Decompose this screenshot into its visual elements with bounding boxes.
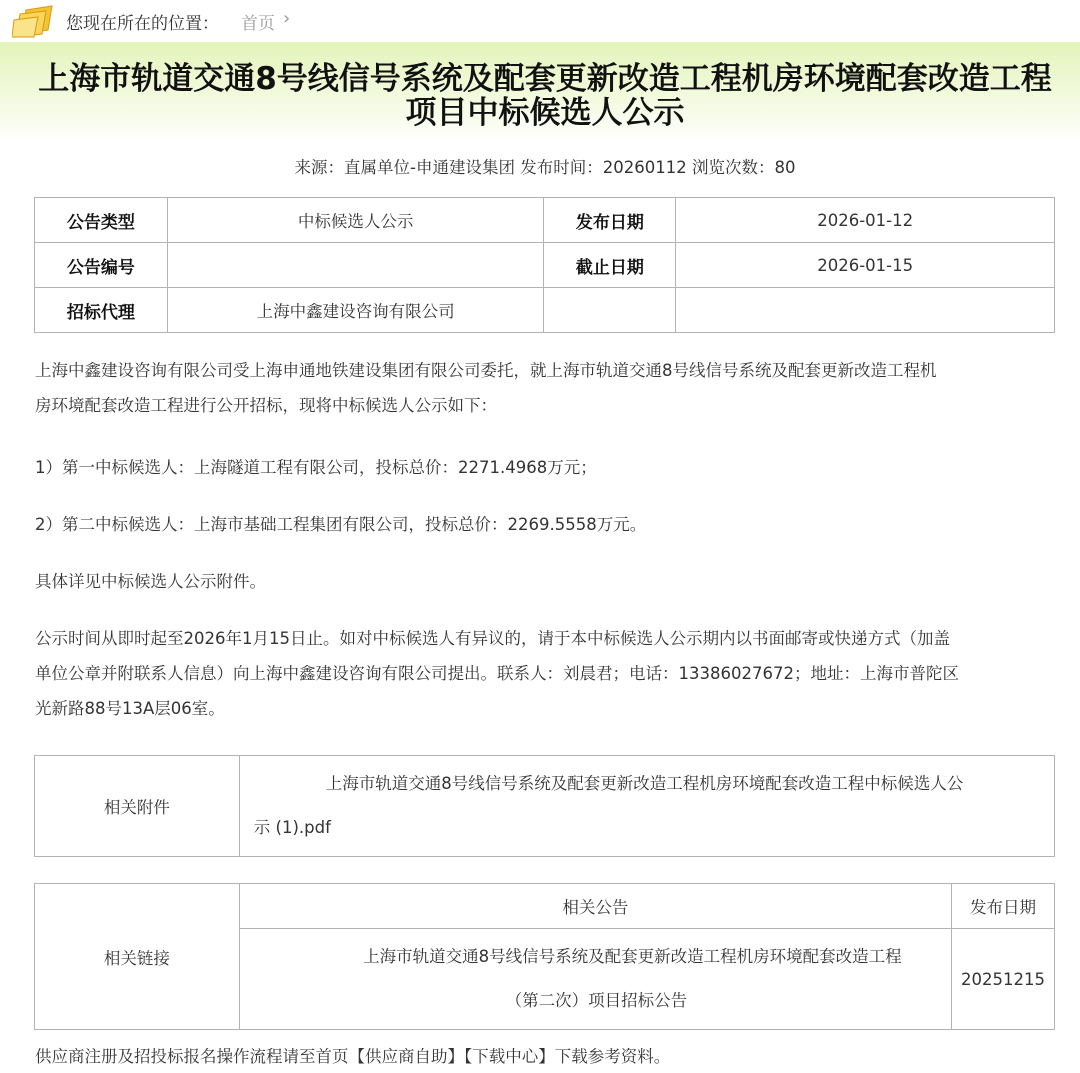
attachment-file-line[interactable]: 示 (1).pdf bbox=[253, 818, 331, 837]
see-attachment-note: 具体详见中标候选人公示附件。 bbox=[35, 572, 266, 591]
number-value bbox=[167, 243, 544, 288]
related-notice-link[interactable] bbox=[239, 929, 951, 1030]
notice-paragraph bbox=[35, 621, 1055, 726]
deadline-value: 2026-01-15 bbox=[676, 243, 1055, 288]
table-row bbox=[35, 243, 1055, 288]
table-row bbox=[35, 756, 1055, 857]
breadcrumb bbox=[0, 0, 1080, 42]
chevron-right-icon: › bbox=[283, 8, 291, 29]
col-header-notice: 相关公告 bbox=[239, 884, 951, 929]
related-notice-line[interactable]: （第二次）项目招标公告 bbox=[505, 991, 688, 1010]
intro-line: 上海中鑫建设咨询有限公司受上海申通地铁建设集团有限公司委托，就上海市轨道交通8号线信号系统及配套更新改造工程机 bbox=[35, 361, 937, 380]
type-label: 公告类型 bbox=[35, 198, 168, 243]
pub-date-label: 发布日期 bbox=[544, 198, 676, 243]
candidate-2: 2）第二中标候选人：上海市基础工程集团有限公司，投标总价：2269.5558万元。 bbox=[35, 515, 647, 534]
col-header-date: 发布日期 bbox=[952, 884, 1055, 929]
empty-cell bbox=[676, 288, 1055, 333]
notice-line: 单位公章并附联系人信息）向上海中鑫建设咨询有限公司提出。联系人：刘晨君；电话：13386027672；地址：上海市普陀区 bbox=[35, 664, 959, 683]
deadline-label: 截止日期 bbox=[544, 243, 676, 288]
table-row bbox=[35, 884, 1055, 929]
attachments-label: 相关附件 bbox=[35, 756, 240, 857]
links-label: 相关链接 bbox=[35, 884, 240, 1030]
type-value: 中标候选人公示 bbox=[167, 198, 544, 243]
agent-label: 招标代理 bbox=[35, 288, 168, 333]
table-row bbox=[35, 288, 1055, 333]
notice-line: 光新路88号13A层06室。 bbox=[35, 699, 225, 718]
page-title bbox=[20, 62, 1070, 130]
number-label: 公告编号 bbox=[35, 243, 168, 288]
footer-note: 供应商注册及招投标报名操作流程请至首页【供应商自助】【下载中心】下载参考资料。 bbox=[35, 1047, 671, 1066]
empty-cell bbox=[544, 288, 676, 333]
intro-paragraph bbox=[35, 353, 1055, 423]
intro-line: 房环境配套改造工程进行公开招标，现将中标候选人公示如下： bbox=[35, 396, 497, 415]
related-links-table bbox=[34, 883, 1055, 1030]
related-notice-date: 20251215 bbox=[952, 929, 1055, 1030]
page-title-line2: 项目中标候选人公示 bbox=[405, 95, 685, 131]
attachment-file-line[interactable]: 上海市轨道交通8号线信号系统及配套更新改造工程机房环境配套改造工程中标候选人公 bbox=[325, 774, 964, 793]
breadcrumb-home-link[interactable]: 首页 bbox=[241, 14, 275, 34]
related-notice-line[interactable]: 上海市轨道交通8号线信号系统及配套更新改造工程机房环境配套改造工程 bbox=[363, 947, 902, 966]
candidate-1: 1）第一中标候选人：上海隧道工程有限公司，投标总价：2271.4968万元； bbox=[35, 458, 597, 477]
pub-date-value: 2026-01-12 bbox=[676, 198, 1055, 243]
notice-info-table bbox=[34, 197, 1055, 333]
breadcrumb-prefix: 您现在所在的位置： bbox=[66, 14, 219, 34]
agent-value: 上海中鑫建设咨询有限公司 bbox=[167, 288, 544, 333]
attachments-table bbox=[34, 755, 1055, 857]
attachment-file-link[interactable] bbox=[239, 756, 1054, 857]
page-title-line1: 上海市轨道交通8号线信号系统及配套更新改造工程机房环境配套改造工程 bbox=[38, 61, 1052, 97]
table-row bbox=[35, 198, 1055, 243]
notice-line: 公示时间从即时起至2026年1月15日止。如对中标候选人有异议的，请于本中标候选人公示期内以书面邮寄或快递方式（加盖 bbox=[35, 629, 950, 648]
folder-stack-icon bbox=[12, 4, 56, 38]
article-meta: 来源：直属单位-申通建设集团 发布时间：20260112 浏览次数：80 bbox=[294, 158, 796, 177]
